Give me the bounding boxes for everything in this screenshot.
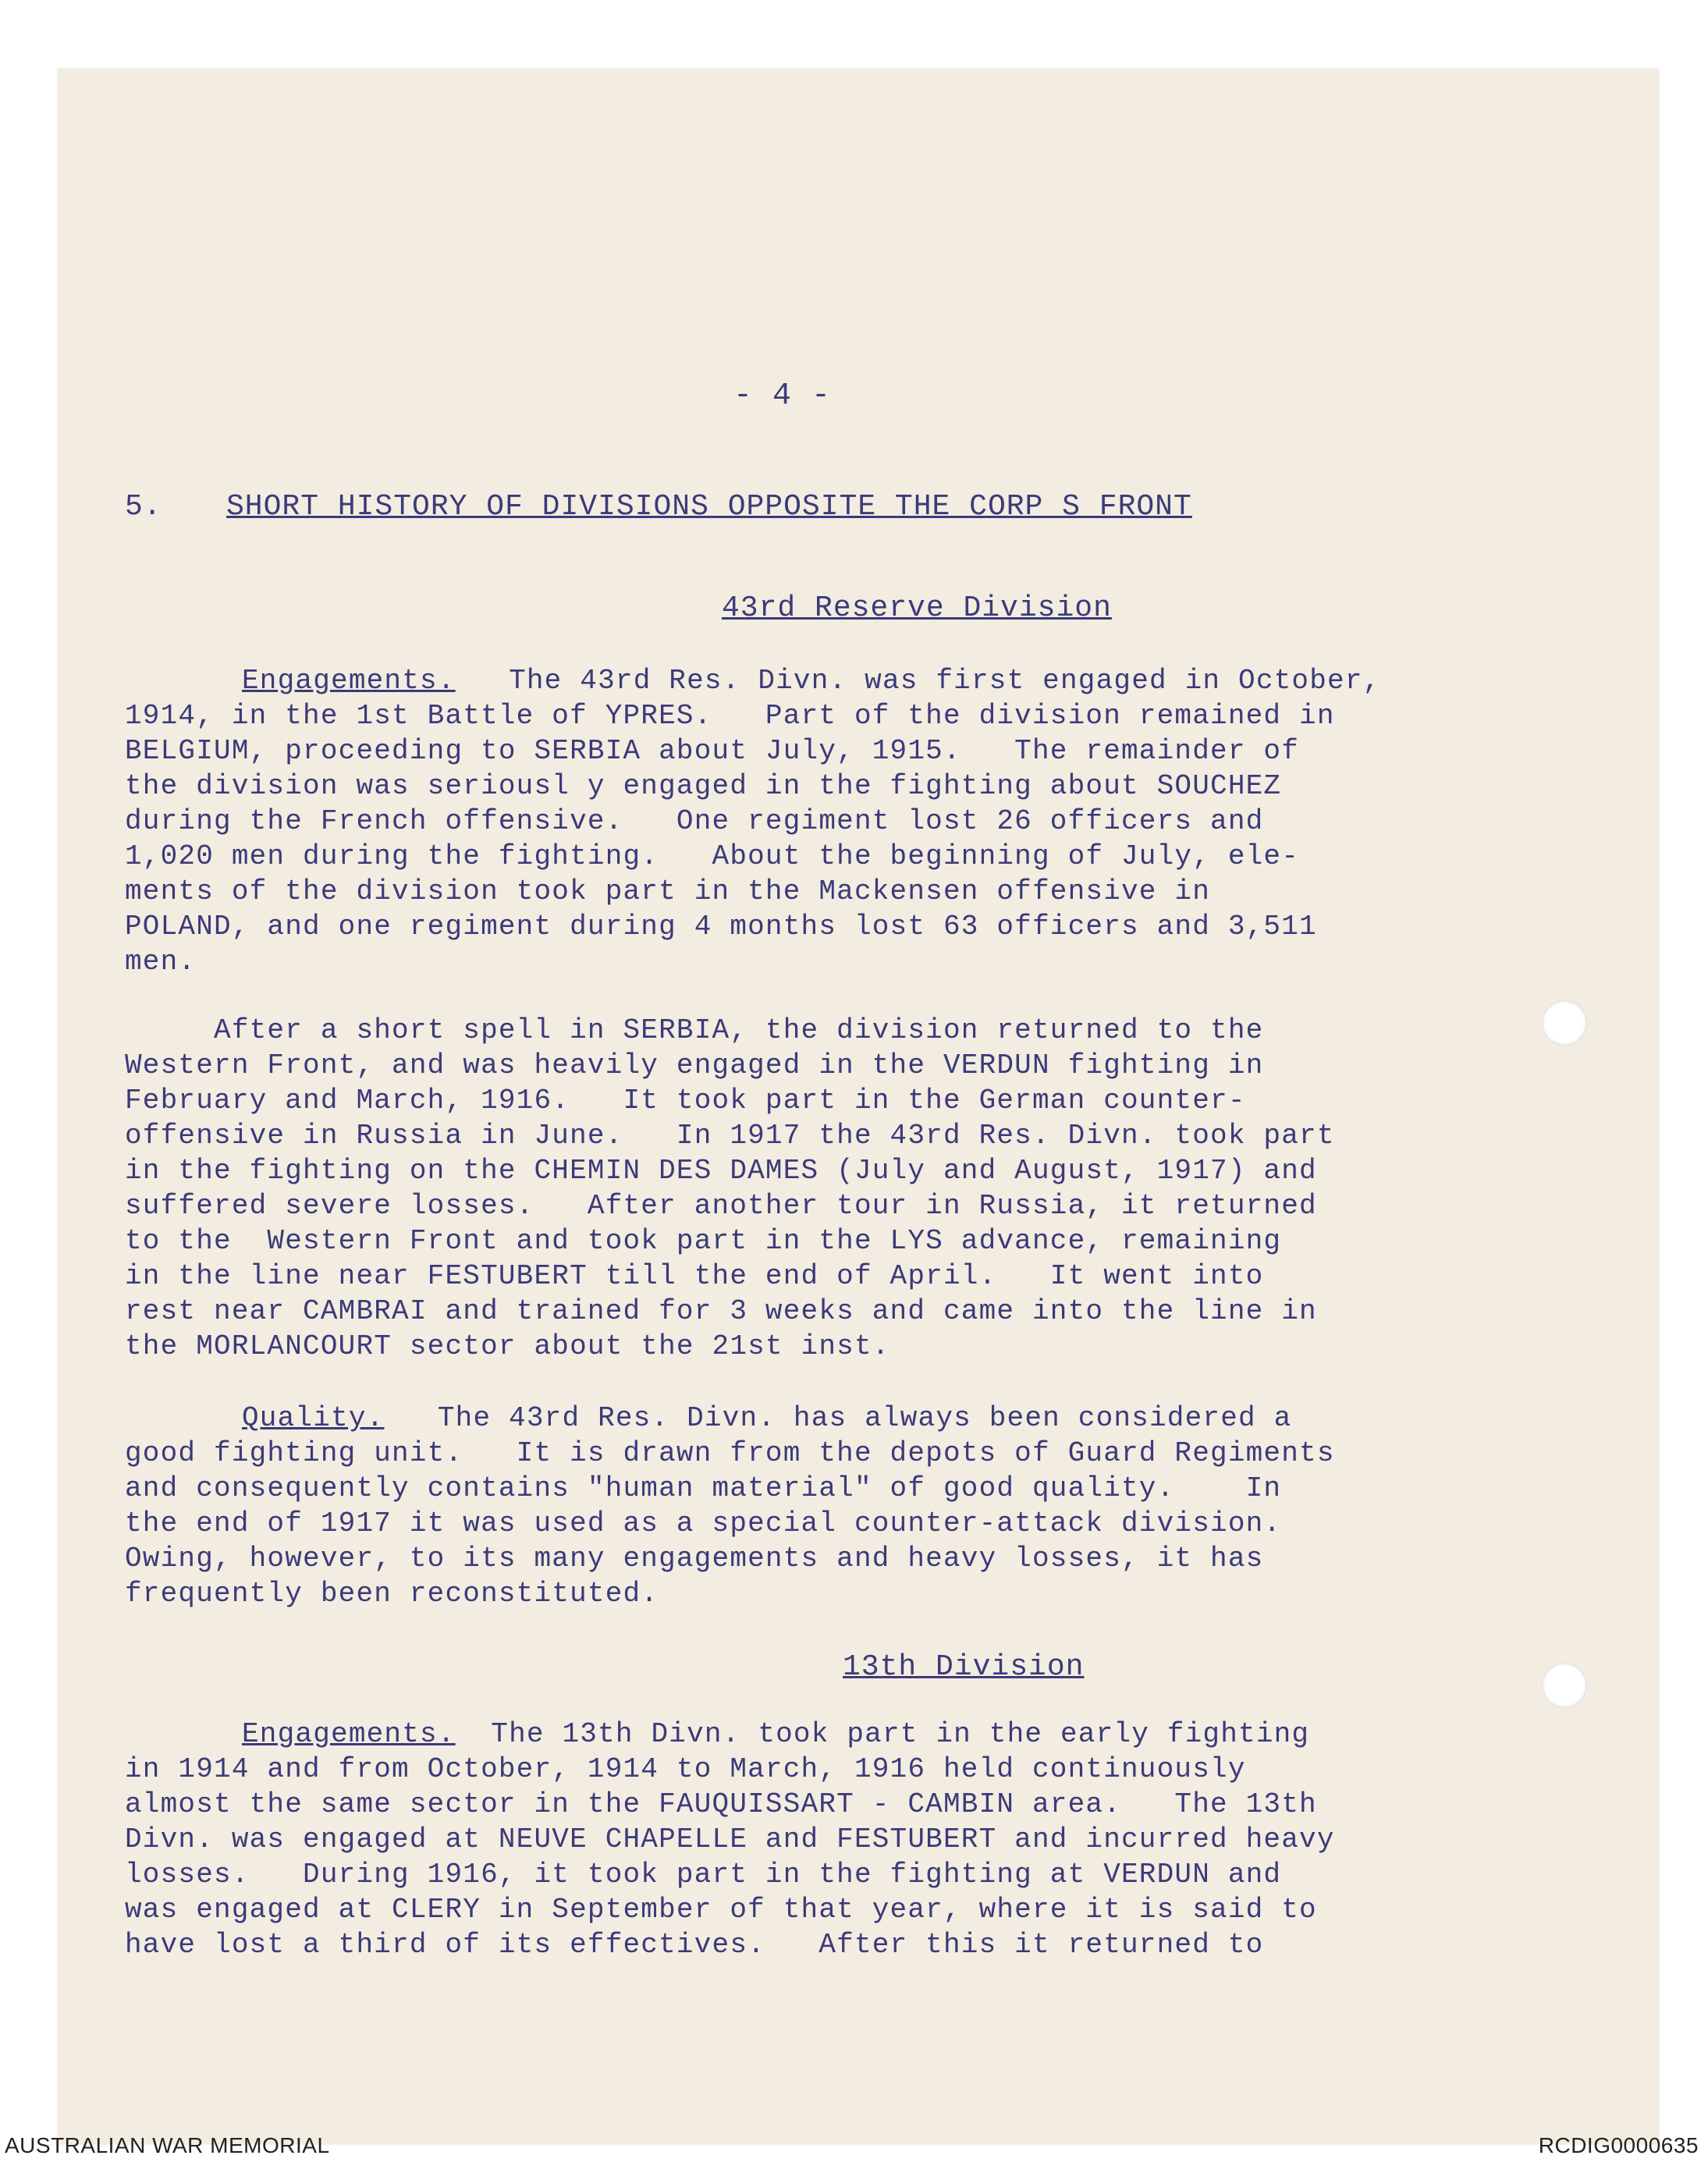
- paragraph-line: losses. During 1916, it took part in the fighting at VERDUN and: [125, 1859, 1282, 1891]
- page-number: - 4 -: [733, 378, 832, 414]
- paragraph-line: POLAND, and one regiment during 4 months lost 63 officers and 3,511: [125, 911, 1317, 943]
- paragraph-43rd-history: [125, 1013, 1592, 1364]
- paragraph-line: After a short spell in SERBIA, the division returned to the: [125, 1014, 1264, 1046]
- paragraph-line: men.: [125, 946, 197, 978]
- paragraph-line: February and March, 1916. It took part in the German counter-: [125, 1085, 1246, 1117]
- paragraph-line: Owing, however, to its many engagements and heavy losses, it has: [125, 1543, 1264, 1575]
- section-number: 5.: [125, 490, 162, 524]
- paragraph-43rd-engagements: [125, 663, 1592, 979]
- paragraph-line: during the French offensive. One regiment lost 26 officers and: [125, 805, 1264, 837]
- section-title: SHORT HISTORY OF DIVISIONS OPPOSITE THE CORP S FRONT: [226, 490, 1192, 524]
- punch-hole: [1542, 1663, 1587, 1708]
- paragraph-line: offensive in Russia in June. In 1917 the 43rd Res. Divn. took part: [125, 1120, 1335, 1152]
- division-heading-43rd: 43rd Reserve Division: [722, 591, 1112, 625]
- paragraph-43rd-quality: [125, 1401, 1592, 1611]
- paragraph-lead: Engagements.: [242, 1718, 456, 1750]
- paragraph-line: ments of the division took part in the Mackensen offensive in: [125, 875, 1211, 907]
- paragraph-lead: Quality.: [242, 1402, 385, 1434]
- footer-archive-id: RCDIG0000635: [1538, 2133, 1699, 2157]
- paragraph-lead: Engagements.: [242, 665, 456, 697]
- paragraph-line: the MORLANCOURT sector about the 21st inst.: [125, 1330, 890, 1362]
- paragraph-line: the division was seriousl y engaged in the fighting about SOUCHEZ: [125, 770, 1282, 802]
- paragraph-line: in the fighting on the CHEMIN DES DAMES (July and August, 1917) and: [125, 1155, 1317, 1187]
- paragraph-line: suffered severe losses. After another tour in Russia, it returned: [125, 1190, 1317, 1222]
- paragraph-line: 1,020 men during the fighting. About the beginning of July, ele-: [125, 840, 1300, 872]
- division-heading-13th: 13th Division: [843, 1650, 1085, 1684]
- paragraph-line: the end of 1917 it was used as a special counter-attack division.: [125, 1507, 1282, 1539]
- paragraph-line: to the Western Front and took part in the LYS advance, remaining: [125, 1225, 1282, 1257]
- paragraph-line: 1914, in the 1st Battle of YPRES. Part of the division remained in: [125, 700, 1335, 732]
- paragraph-line: The 13th Divn. took part in the early fighting: [455, 1718, 1310, 1750]
- paragraph-line: The 43rd Res. Divn. was first engaged in October,: [455, 665, 1381, 697]
- paragraph-line: have lost a third of its effectives. After this it returned to: [125, 1929, 1264, 1961]
- paragraph-line: BELGIUM, proceeding to SERBIA about July, 1915. The remainder of: [125, 735, 1300, 767]
- paragraph-line: Divn. was engaged at NEUVE CHAPELLE and FESTUBERT and incurred heavy: [125, 1823, 1335, 1855]
- paragraph-line: The 43rd Res. Divn. has always been considered a: [384, 1402, 1292, 1434]
- paragraph-line: frequently been reconstituted.: [125, 1578, 659, 1610]
- paragraph-line: almost the same sector in the FAUQUISSART - CAMBIN area. The 13th: [125, 1788, 1317, 1820]
- paragraph-line: rest near CAMBRAI and trained for 3 weeks and came into the line in: [125, 1295, 1317, 1327]
- paragraph-line: and consequently contains "human material" of good quality. In: [125, 1472, 1282, 1504]
- footer-archive-name: AUSTRALIAN WAR MEMORIAL: [5, 2133, 330, 2157]
- paragraph-line: in the line near FESTUBERT till the end of April. It went into: [125, 1260, 1264, 1292]
- paragraph-line: good fighting unit. It is drawn from the depots of Guard Regiments: [125, 1437, 1335, 1469]
- paragraph-line: was engaged at CLERY in September of that year, where it is said to: [125, 1894, 1317, 1926]
- paragraph-line: in 1914 and from October, 1914 to March, 1916 held continuously: [125, 1753, 1246, 1785]
- punch-hole: [1542, 1000, 1587, 1046]
- paragraph-line: Western Front, and was heavily engaged in the VERDUN fighting in: [125, 1049, 1264, 1081]
- paragraph-13th-engagements: [125, 1717, 1592, 1962]
